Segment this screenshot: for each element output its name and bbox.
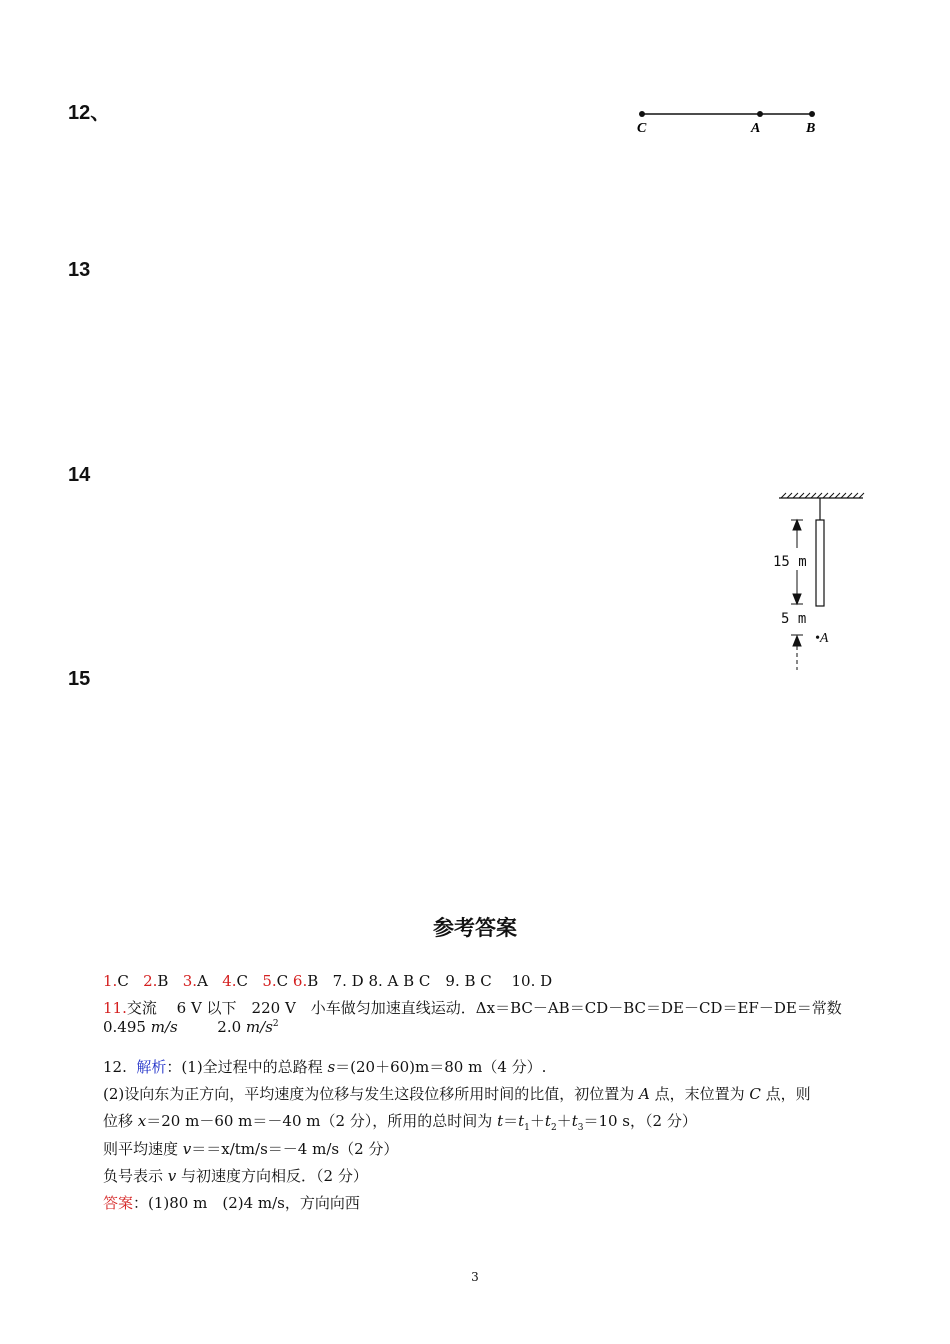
q11-value-1: 0.495 [103,1018,146,1036]
mc-ans-3: A [197,972,208,990]
segment-diagram [630,104,830,138]
label-b: B [806,121,816,136]
mc-num-5: 5. [262,972,277,990]
question-number-14: 14 [68,464,91,486]
q12-l2-var-c: C [749,1085,761,1103]
q12-answer-label: 答案 [103,1194,134,1212]
point-a [757,111,763,117]
q12-l2-text-b: 点，末位置为 [649,1085,750,1103]
mc-num-3: 3. [182,972,198,990]
q12-l2-text-a: (2)设向东为正方向，平均速度为位移与发生这段位移所用时间的比值，初位置为 [103,1085,640,1103]
label-5m: 5 m [781,611,807,627]
mc-ans-2: B [157,972,169,990]
q12-l4-var-v: v [182,1140,192,1158]
q11-unit-2-exp: 2 [272,1019,279,1029]
q12-l5-var-v: v [167,1167,177,1185]
q12-l3-text-c: ＝ [503,1112,519,1130]
q12-l4-text-b: ＝＝x/tm/s＝－4 m/s（2 分） [191,1140,399,1158]
q12-l3-text-f: ＝10 s，（2 分） [583,1112,697,1130]
mc-ans-rest: 7. D 8. A B C 9. B C 10. D [332,972,553,990]
q12-l3-var-t3: t [571,1112,578,1130]
point-b [809,111,815,117]
mc-ans-6: B [307,972,319,990]
q11-line-2 [103,1018,279,1036]
q12-answer-text: ：(1)80 m (2)4 m/s，方向向西 [133,1194,360,1212]
q12-l5-text-a: 负号表示 [103,1167,168,1185]
page-number: 3 [471,1270,479,1284]
q12-l3-text-a: 位移 [103,1112,138,1130]
mc-num-2: 2. [143,972,158,990]
q12-l3-plus-1: ＋ [529,1112,545,1130]
q12-l3-var-t: t [497,1112,504,1130]
q12-line-2 [103,1083,811,1104]
dimension-5m [791,635,803,670]
q12-l2-text-c: 点，则 [760,1085,811,1103]
q12-l3-plus-2: ＋ [556,1112,572,1130]
q12-jiexi-label: 解析 [136,1058,167,1076]
q11-number: 11. [103,999,127,1017]
answers-title: 参考答案 [433,916,517,940]
label-15m: 15 m [773,554,807,570]
mc-answers-line [103,970,552,991]
q11-text: 交流 6 V 以下 220 V 小车做匀加速直线运动．Δx＝BC－AB＝CD－BC＝DE－CD＝EF－DE＝常数 [126,999,842,1017]
mc-num-4: 4. [222,972,237,990]
label-a: A [751,121,761,136]
point-c [639,111,645,117]
question-number-12: 12、 [68,102,111,124]
q12-line-3 [103,1110,697,1133]
q12-l1-var-s: s [327,1058,336,1076]
hanging-rod-diagram [765,490,875,675]
rod [816,520,824,606]
mc-num-1: 1. [103,972,118,990]
q12-l3-var-t2: t [544,1112,551,1130]
point-a-label: •A [815,631,829,646]
q12-l3-sub-3: 3 [577,1123,584,1133]
mc-ans-1: C [117,972,129,990]
q11-line-1 [103,997,842,1018]
q12-l3-sub-1: 1 [524,1123,530,1133]
q12-line-5 [103,1165,368,1186]
q12-l1-text-b: ＝(20＋60)m＝80 m（4 分）. [335,1058,547,1076]
q12-line-1 [103,1056,546,1077]
mc-ans-4: C [236,972,249,990]
mc-ans-5: C [276,972,289,990]
q12-l2-var-a: A [639,1085,650,1103]
question-number-13: 13 [68,259,91,281]
question-number-15: 15 [68,668,91,690]
q12-l3-var-x: x [137,1112,147,1130]
mc-num-6: 6. [292,972,308,990]
q12-number: 12. [103,1058,127,1076]
q12-line-4 [103,1138,398,1159]
q11-value-2: 2.0 [217,1018,242,1036]
ceiling-hatch [781,493,864,498]
q11-unit-2: m/s [245,1018,273,1036]
q11-unit-1: m/s [150,1018,178,1036]
q12-l3-text-b: ＝20 m－60 m＝－40 m（2 分），所用的总时间为 [146,1112,498,1130]
q12-l1-text-a: ：(1)全过程中的总路程 [166,1058,328,1076]
q12-l4-text-a: 则平均速度 [103,1140,183,1158]
q12-l3-var-t1: t [518,1112,525,1130]
label-c: C [637,121,647,136]
q12-answer-line [103,1192,360,1213]
q12-l5-text-b: 与初速度方向相反．（2 分） [176,1167,368,1185]
q12-l3-sub-2: 2 [550,1123,557,1133]
